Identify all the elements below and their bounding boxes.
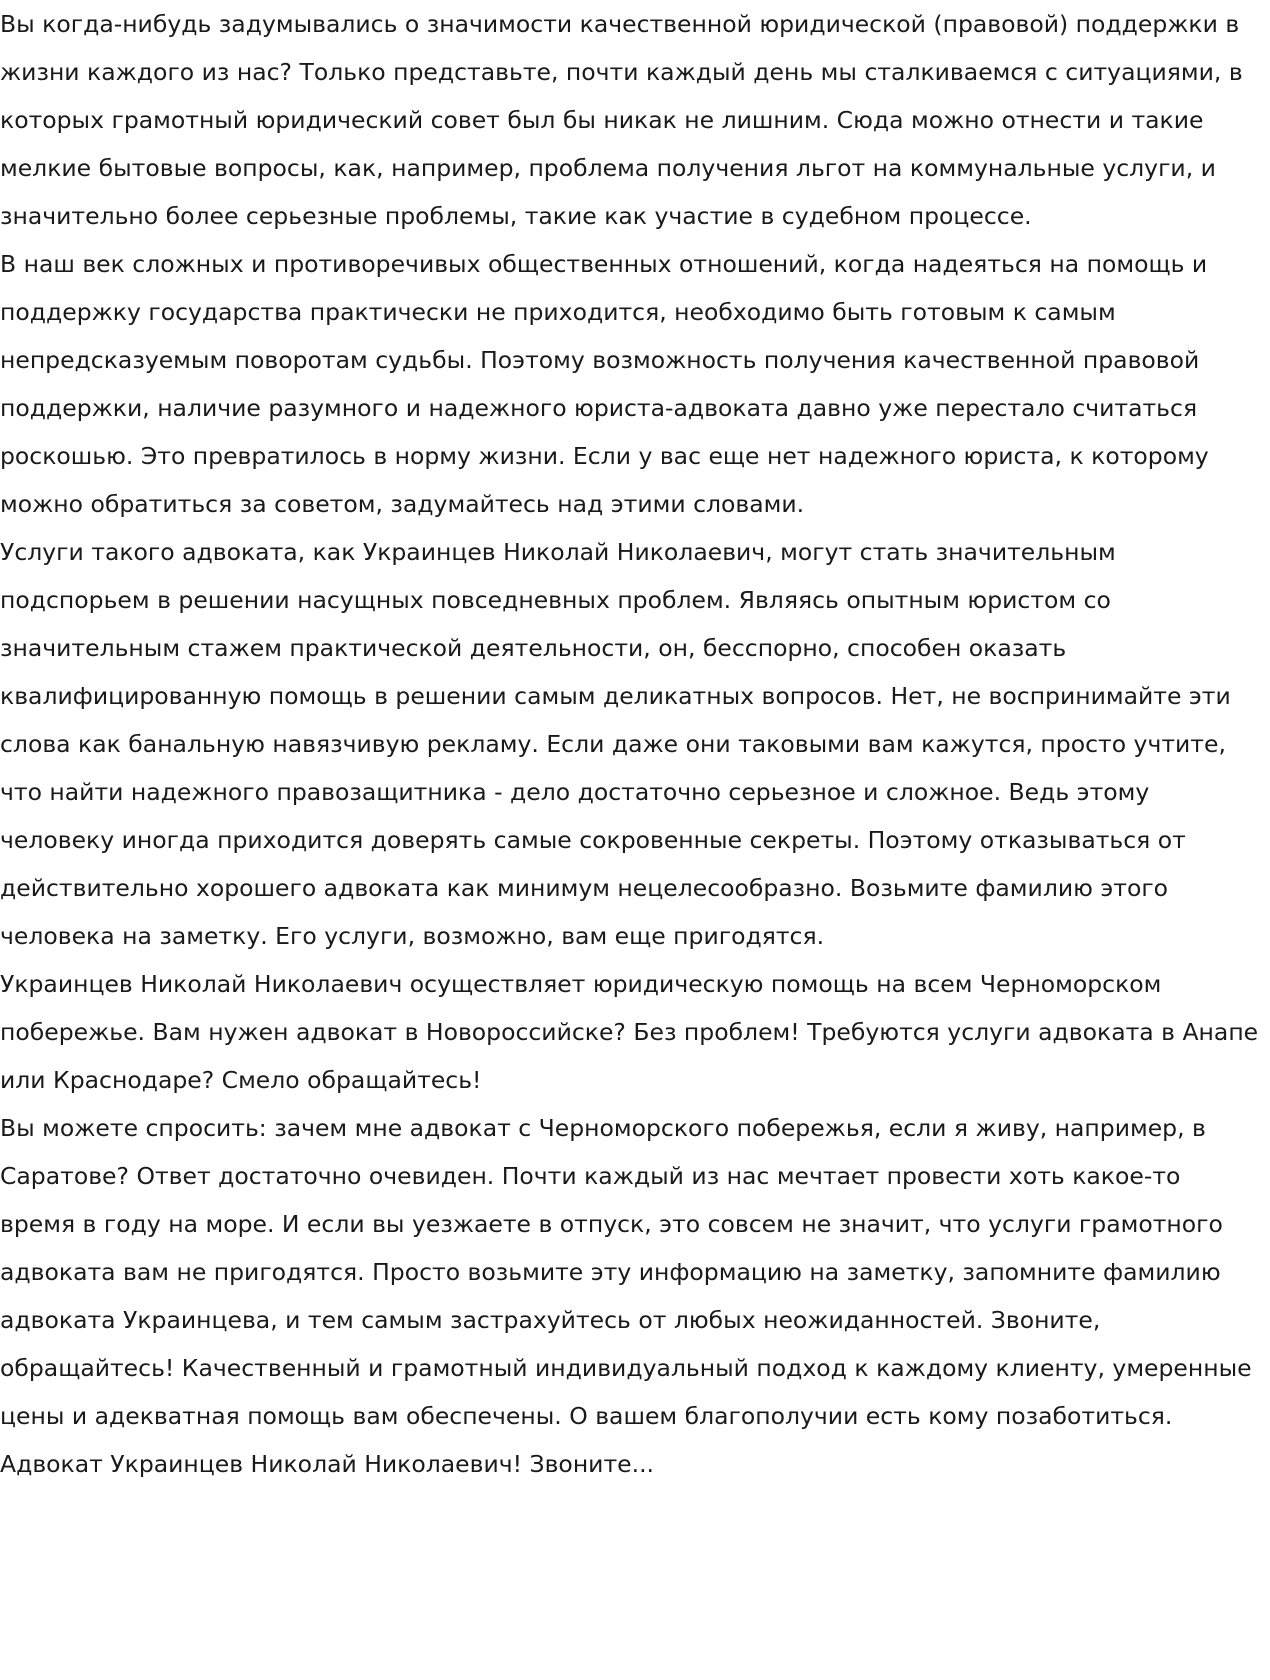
article-paragraph-5: Вы можете спросить: зачем мне адвокат с Черноморского побережья, если я живу, например, в Саратове? Ответ достаточно очевиден. Почти каждый из нас мечтает провести хоть какое-то время в году на море. И если вы уезжаете в отпуск, это совсем не значит, что услуги грамотного адвоката вам не пригодятся. Просто возьмите эту информацию на заметку, запомните фамилию адвоката Украинцева, и тем самым застрахуйтесь от любых неожиданностей. Звоните, обращайтесь! Качественный и грамотный индивидуальный подход к каждому клиенту, умеренные цены и адекватная помощь вам обеспечены. О вашем благополучии есть кому позаботиться. Адвокат Украинцев Николай Николаевич! Звоните... — [0, 1114, 1252, 1478]
article-paragraph-1: Вы когда-нибудь задумывались о значимости качественной юридической (правовой) поддержки в жизни каждого из нас? Только представьте, почти каждый день мы сталкиваемся с ситуациями, в которых грамотный юридический совет был бы никак не лишним. Сюда можно отнести и такие мелкие бытовые вопросы, как, например, проблема получения льгот на коммунальные услуги, и значительно более серьезные проблемы, такие как участие в судебном процессе. — [0, 10, 1243, 230]
article-paragraph-3: Услуги такого адвоката, как Украинцев Николай Николаевич, могут стать значительным подспорьем в решении насущных повседневных проблем. Являясь опытным юристом со значительным стажем практической деятельности, он, бесспорно, способен оказать квалифицированную помощь в решении самым деликатных вопросов. Нет, не воспринимайте эти слова как банальную навязчивую рекламу. Если даже они таковыми вам кажутся, просто учтите, что найти надежного правозащитника - дело достаточно серьезное и сложное. Ведь этому человеку иногда приходится доверять самые сокровенные секреты. Поэтому отказываться от действительно хорошего адвоката как минимум нецелесообразно. Возьмите фамилию этого человека на заметку. Его услуги, возможно, вам еще пригодятся. — [0, 538, 1231, 950]
article-paragraph-2: В наш век сложных и противоречивых общественных отношений, когда надеяться на помощь и поддержку государства практически не приходится, необходимо быть готовым к самым непредсказуемым поворотам судьбы. Поэтому возможность получения качественной правовой поддержки, наличие разумного и надежного юриста-адвоката давно уже перестало считаться роскошью. Это превратилось в норму жизни. Если у вас еще нет надежного юриста, к которому можно обратиться за советом, задумайтесь над этими словами. — [0, 250, 1209, 518]
article-paragraph-4: Украинцев Николай Николаевич осуществляет юридическую помощь на всем Черноморском побережье. Вам нужен адвокат в Новороссийске? Без проблем! Требуются услуги адвоката в Анапе или Краснодаре? Смело обращайтесь! — [0, 970, 1259, 1094]
